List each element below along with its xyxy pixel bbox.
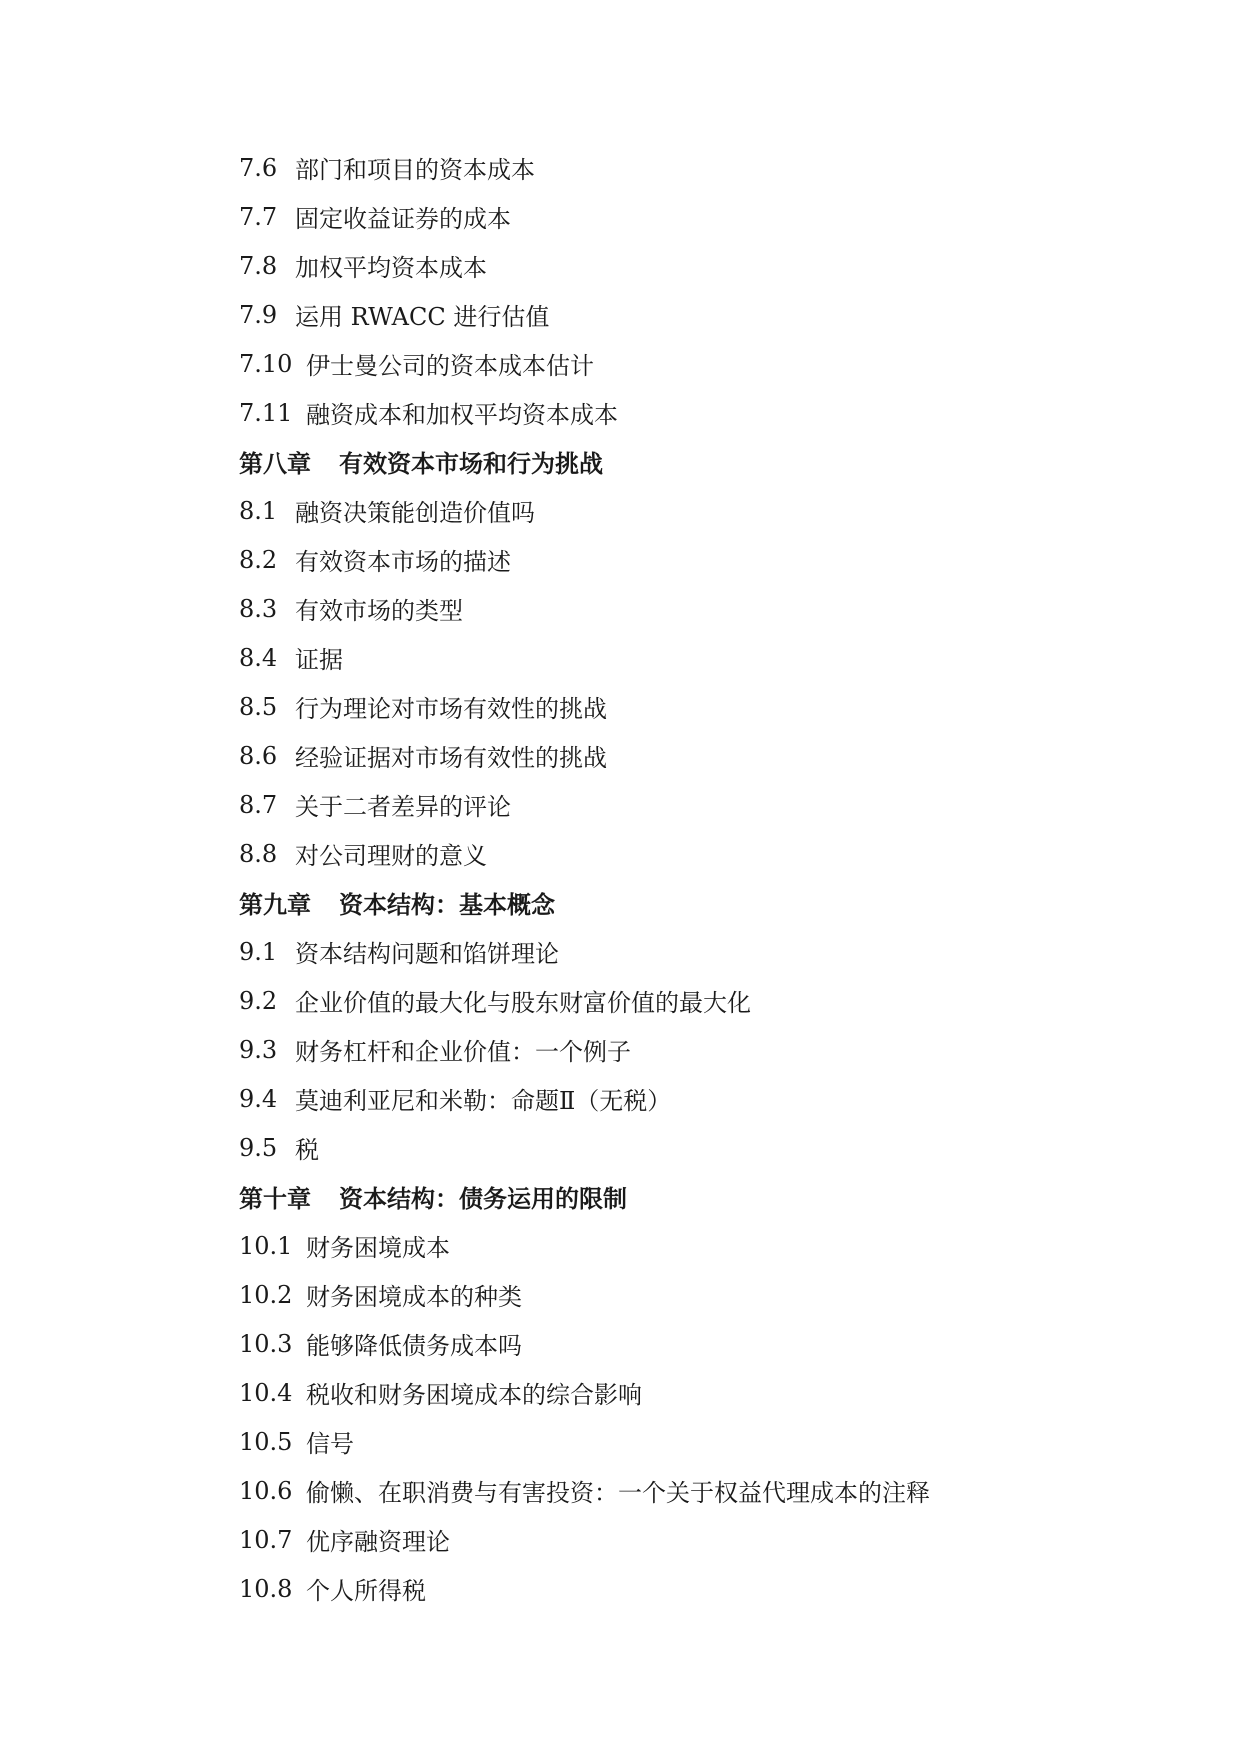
section-number: 10.4 <box>239 1378 293 1407</box>
toc-entry <box>239 143 1219 192</box>
section-number: 7.7 <box>239 202 278 231</box>
toc-entry <box>239 1417 1219 1466</box>
toc-entry <box>239 927 1219 976</box>
section-number: 8.5 <box>239 692 278 721</box>
toc-entry <box>239 290 1219 339</box>
section-title: 关于二者差异的评论 <box>295 793 511 821</box>
toc-entry <box>239 241 1219 290</box>
toc-entry <box>239 731 1219 780</box>
chapter-heading <box>239 1172 1219 1221</box>
section-number: 8.4 <box>239 643 278 672</box>
section-number: 8.1 <box>239 496 278 525</box>
toc-entry <box>239 388 1219 437</box>
section-number: 9.3 <box>239 1035 278 1064</box>
toc-entry <box>239 633 1219 682</box>
table-of-contents <box>239 143 1219 1613</box>
section-number: 10.3 <box>239 1329 293 1358</box>
toc-entry <box>239 1270 1219 1319</box>
section-title: 加权平均资本成本 <box>295 254 487 282</box>
section-number: 10.2 <box>239 1280 293 1309</box>
section-number: 7.8 <box>239 251 278 280</box>
section-title: 企业价值的最大化与股东财富价值的最大化 <box>295 989 751 1017</box>
section-title: 财务杠杆和企业价值：一个例子 <box>295 1038 631 1066</box>
chapter-number: 第十章 <box>239 1184 311 1213</box>
section-title: 有效资本市场的描述 <box>295 548 511 576</box>
chapter-number: 第八章 <box>239 449 311 478</box>
chapter-title: 资本结构：基本概念 <box>339 890 555 919</box>
section-number: 8.3 <box>239 594 278 623</box>
section-title: 资本结构问题和馅饼理论 <box>295 940 559 968</box>
section-number: 9.4 <box>239 1084 278 1113</box>
chapter-title: 资本结构：债务运用的限制 <box>339 1184 627 1213</box>
section-number: 10.6 <box>239 1476 293 1505</box>
toc-entry <box>239 1515 1219 1564</box>
section-number: 10.7 <box>239 1525 293 1554</box>
toc-entry <box>239 192 1219 241</box>
section-number: 7.10 <box>239 349 293 378</box>
section-title: 莫迪利亚尼和米勒：命题Ⅱ（无税） <box>295 1087 672 1115</box>
section-title: 财务困境成本 <box>306 1234 450 1262</box>
section-title: 融资成本和加权平均资本成本 <box>306 401 618 429</box>
section-number: 10.8 <box>239 1574 293 1603</box>
chapter-heading <box>239 437 1219 486</box>
toc-entry <box>239 1074 1219 1123</box>
section-title: 经验证据对市场有效性的挑战 <box>295 744 607 772</box>
section-number: 8.2 <box>239 545 278 574</box>
section-title: 偷懒、在职消费与有害投资：一个关于权益代理成本的注释 <box>306 1479 930 1507</box>
section-number: 7.6 <box>239 153 278 182</box>
section-title: 伊士曼公司的资本成本估计 <box>306 352 594 380</box>
chapter-heading <box>239 878 1219 927</box>
toc-entry <box>239 1221 1219 1270</box>
section-title: 融资决策能创造价值吗 <box>295 499 535 527</box>
toc-entry <box>239 780 1219 829</box>
section-title: 税收和财务困境成本的综合影响 <box>306 1381 642 1409</box>
section-number: 8.8 <box>239 839 278 868</box>
section-number: 10.5 <box>239 1427 293 1456</box>
toc-entry <box>239 1564 1219 1613</box>
toc-entry <box>239 1466 1219 1515</box>
section-title: 部门和项目的资本成本 <box>295 156 535 184</box>
section-title: 对公司理财的意义 <box>295 842 487 870</box>
section-number: 7.9 <box>239 300 278 329</box>
toc-entry <box>239 1025 1219 1074</box>
section-title: 固定收益证券的成本 <box>295 205 511 233</box>
section-number: 9.5 <box>239 1133 278 1162</box>
toc-entry <box>239 339 1219 388</box>
toc-entry <box>239 584 1219 633</box>
section-number: 10.1 <box>239 1231 293 1260</box>
section-title: 能够降低债务成本吗 <box>306 1332 522 1360</box>
section-title: 有效市场的类型 <box>295 597 463 625</box>
section-title: 行为理论对市场有效性的挑战 <box>295 695 607 723</box>
toc-entry <box>239 486 1219 535</box>
section-title: 运用 RWACC 进行估值 <box>295 303 550 331</box>
toc-entry <box>239 1368 1219 1417</box>
section-title: 证据 <box>295 646 343 674</box>
toc-entry <box>239 829 1219 878</box>
section-title: 财务困境成本的种类 <box>306 1283 522 1311</box>
toc-entry <box>239 1123 1219 1172</box>
section-title: 个人所得税 <box>306 1577 426 1605</box>
section-title: 税 <box>295 1136 319 1164</box>
toc-entry <box>239 1319 1219 1368</box>
section-title: 信号 <box>306 1430 354 1458</box>
section-number: 7.11 <box>239 398 293 427</box>
toc-entry <box>239 682 1219 731</box>
section-number: 9.1 <box>239 937 278 966</box>
chapter-title: 有效资本市场和行为挑战 <box>339 449 603 478</box>
section-number: 8.7 <box>239 790 278 819</box>
chapter-number: 第九章 <box>239 890 311 919</box>
toc-entry <box>239 976 1219 1025</box>
section-number: 9.2 <box>239 986 278 1015</box>
section-title: 优序融资理论 <box>306 1528 450 1556</box>
section-number: 8.6 <box>239 741 278 770</box>
toc-entry <box>239 535 1219 584</box>
